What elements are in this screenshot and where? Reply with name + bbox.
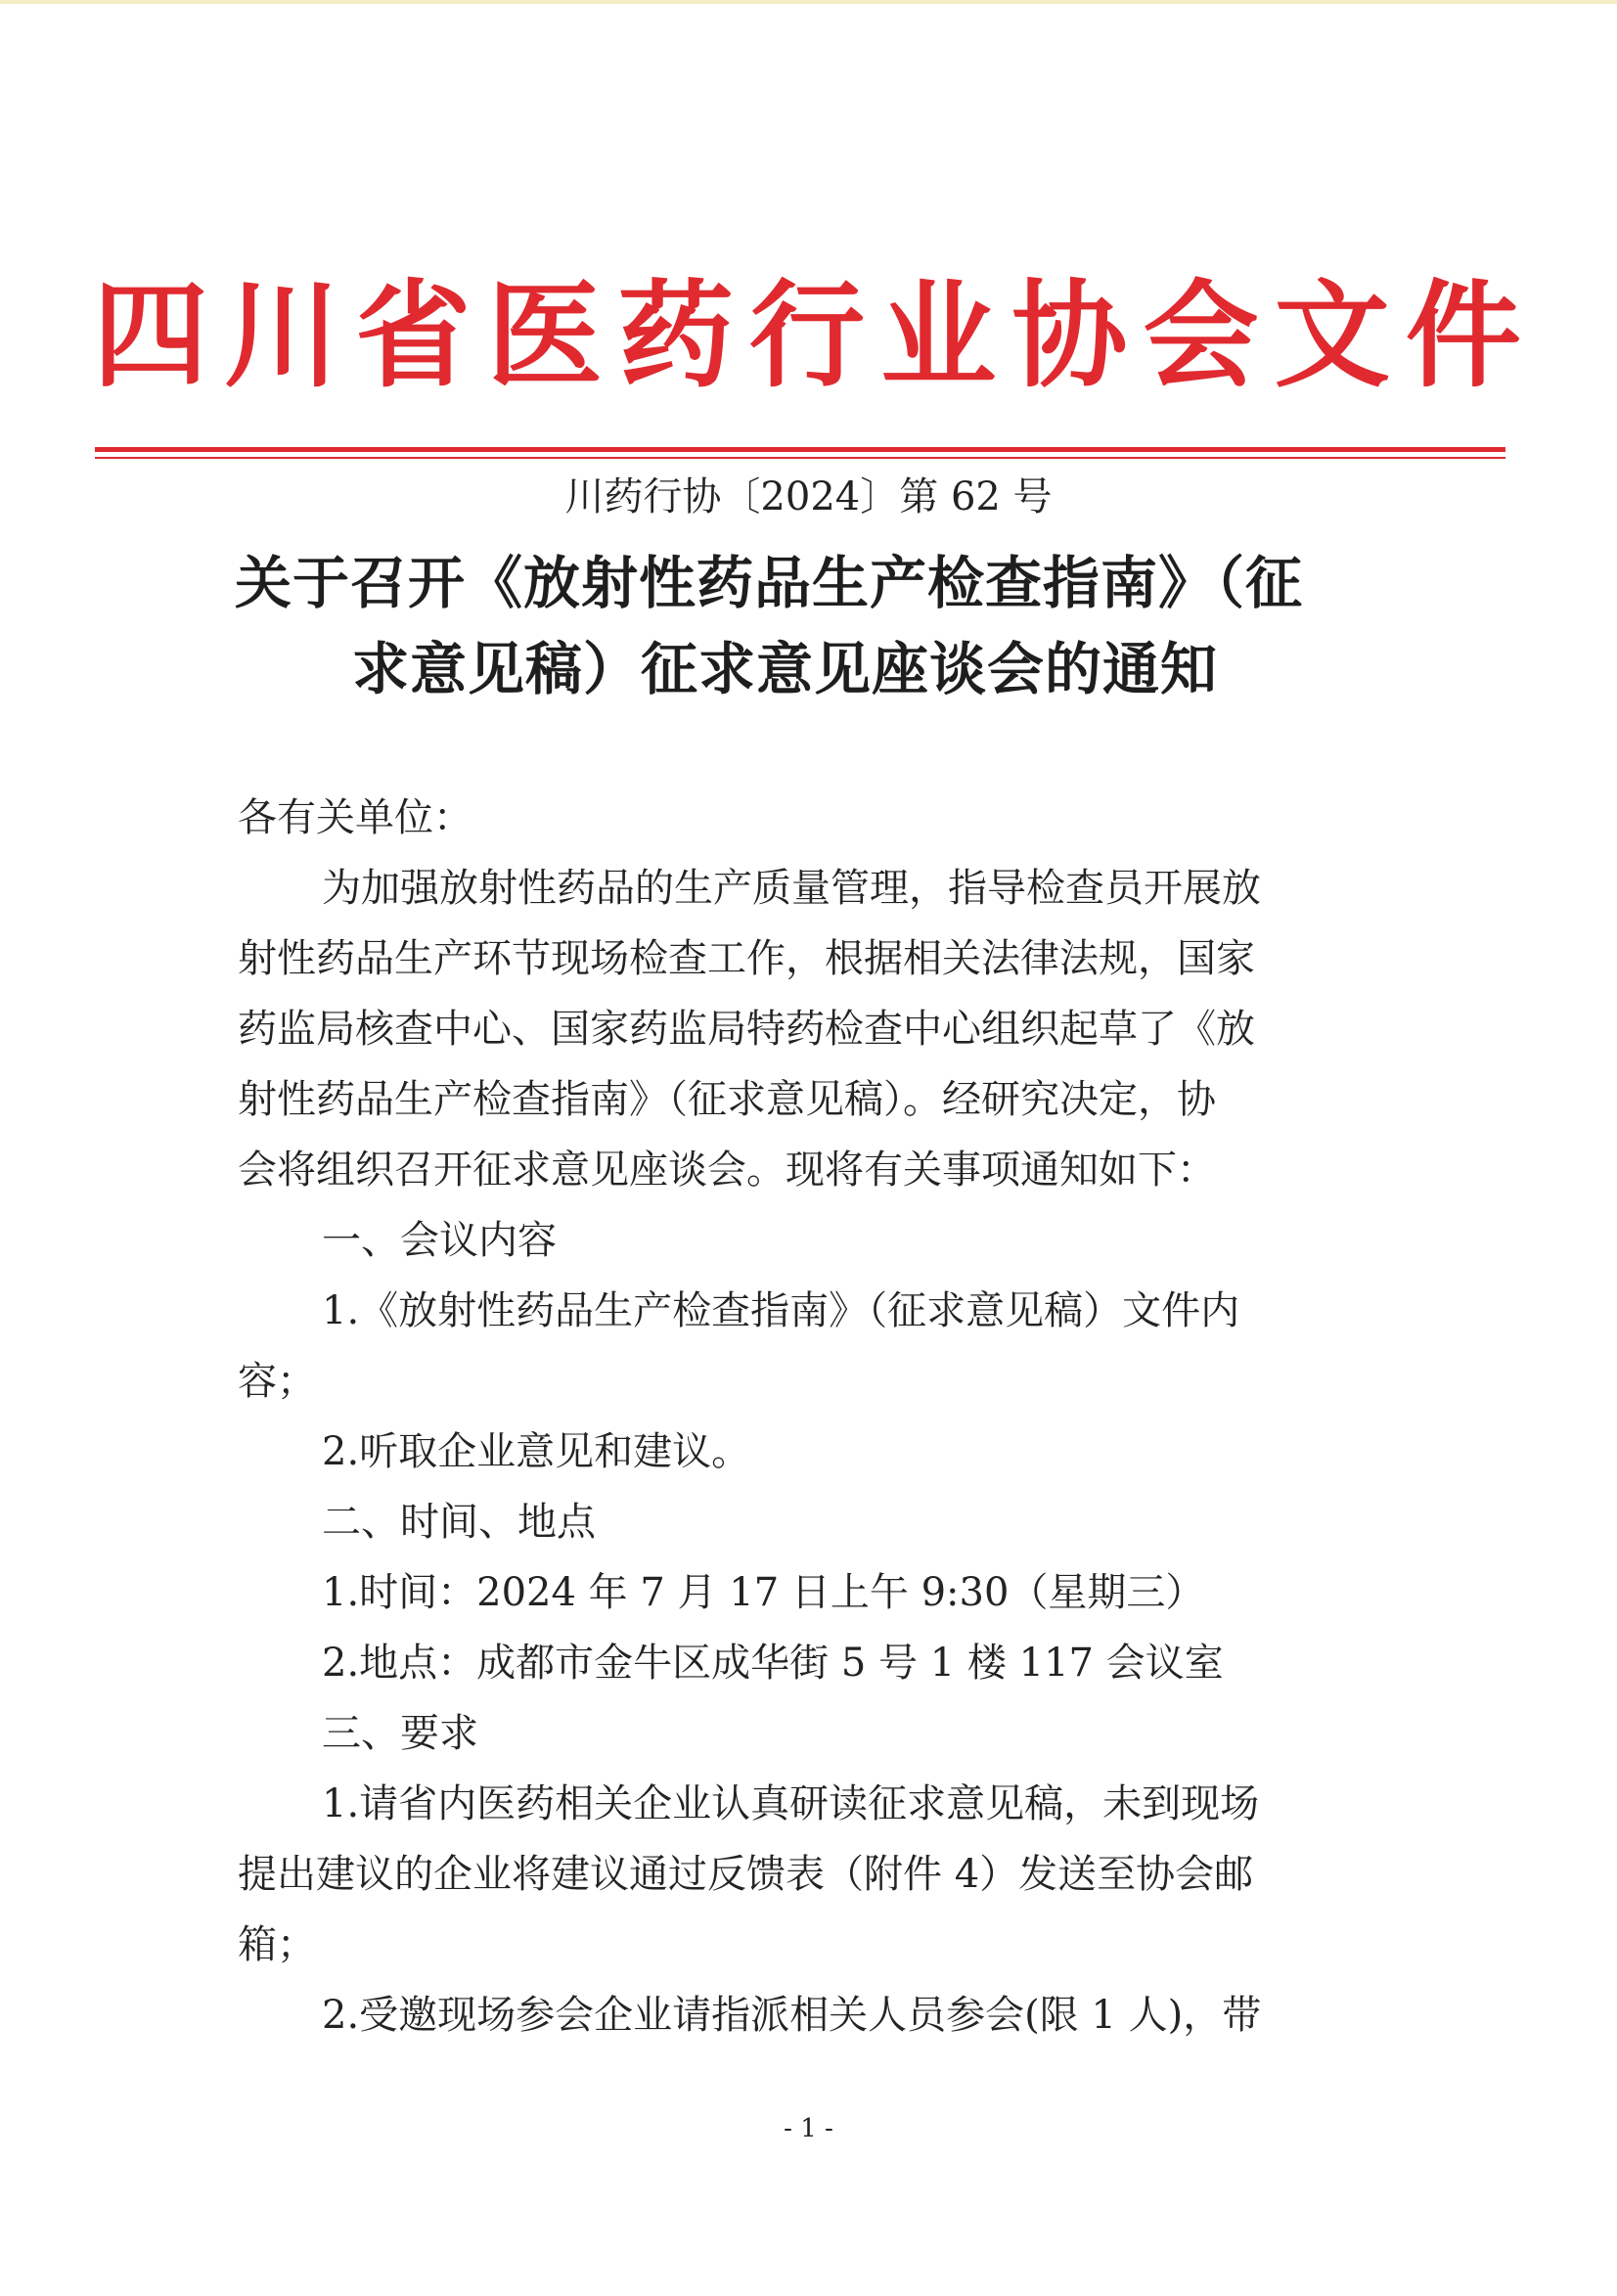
intro-line: 药监局核查中心、国家药监局特药检查中心组织起草了《放 xyxy=(238,1007,1255,1052)
title-line-1: 关于召开《放射性药品生产检查指南》（征 xyxy=(235,550,1304,616)
section-heading: 三、要求 xyxy=(322,1711,478,1756)
masthead-char: 省 xyxy=(355,267,472,403)
masthead-char: 川 xyxy=(224,267,340,403)
intro-line: 射性药品生产环节现场检查工作，根据相关法律法规，国家 xyxy=(238,936,1255,981)
list-item: 提出建议的企业将建议通过反馈表（附件 4）发送至协会邮 xyxy=(238,1852,1254,1897)
intro-line: 会将组织召开征求意见座谈会。现将有关事项通知如下： xyxy=(238,1148,1216,1193)
document-number: 川药行协〔2024〕第 62 号 xyxy=(564,474,1053,519)
masthead-char: 四 xyxy=(93,267,209,403)
intro-line: 射性药品生产检查指南》（征求意见稿）。经研究决定，协 xyxy=(238,1077,1216,1122)
meeting-time: 1.时间：2024 年 7 月 17 日上午 9:30（星期三） xyxy=(322,1570,1205,1615)
masthead-rule-thick xyxy=(95,447,1505,452)
list-item: 容； xyxy=(238,1359,316,1404)
list-item: 2.听取企业意见和建议。 xyxy=(322,1429,751,1474)
masthead xyxy=(93,267,1521,403)
masthead-char: 业 xyxy=(880,267,997,403)
section-heading: 二、时间、地点 xyxy=(322,1500,596,1545)
masthead-char: 协 xyxy=(1011,267,1128,403)
masthead-char: 会 xyxy=(1143,267,1259,403)
masthead-char: 文 xyxy=(1274,267,1390,403)
intro-line: 为加强放射性药品的生产质量管理，指导检查员开展放 xyxy=(322,866,1261,911)
list-item: 箱； xyxy=(238,1922,316,1967)
document-body xyxy=(238,783,1377,2050)
masthead-char: 件 xyxy=(1405,267,1521,403)
document-title xyxy=(235,540,1399,712)
list-item: 1.《放射性药品生产检查指南》（征求意见稿）文件内 xyxy=(322,1288,1240,1333)
list-item: 1.请省内医药相关企业认真研读征求意见稿，未到现场 xyxy=(322,1781,1260,1826)
scan-edge-tint xyxy=(0,0,1617,4)
masthead-char: 药 xyxy=(617,267,734,403)
page-number: - 1 - xyxy=(784,2114,833,2143)
meeting-place: 2.地点：成都市金牛区成华街 5 号 1 楼 117 会议室 xyxy=(322,1641,1224,1686)
title-line-2: 求意见稿）征求意见座谈会的通知 xyxy=(352,636,1219,702)
section-heading: 一、会议内容 xyxy=(322,1218,557,1263)
masthead-rule-thin xyxy=(95,457,1505,459)
masthead-char: 行 xyxy=(748,267,865,403)
masthead-char: 医 xyxy=(486,267,603,403)
list-item: 2.受邀现场参会企业请指派相关人员参会(限 1 人)，带 xyxy=(322,1993,1262,2038)
salutation: 各有关单位： xyxy=(238,795,472,840)
